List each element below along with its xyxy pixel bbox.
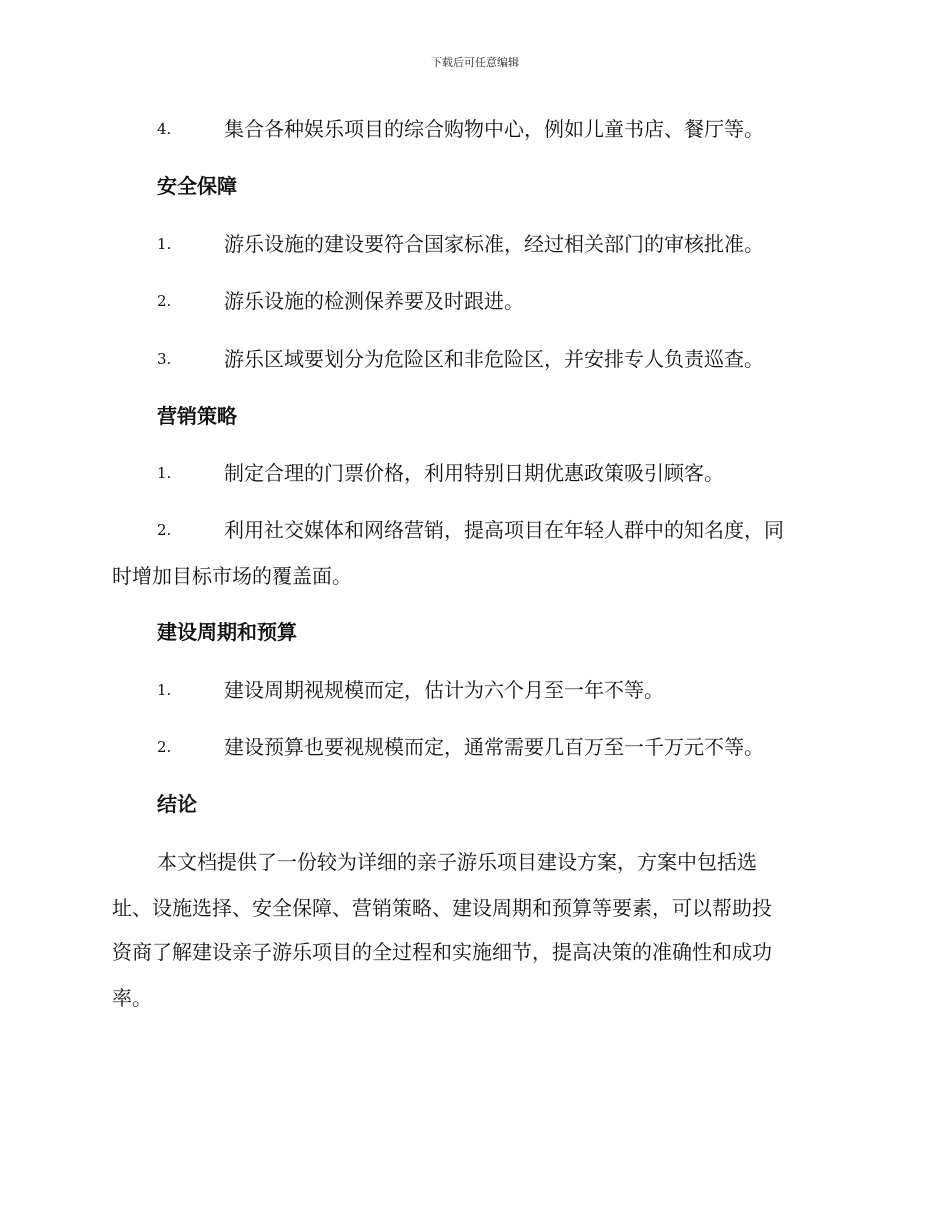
list-item-number: 4. xyxy=(157,120,172,138)
list-item-text: 游乐区域要划分为危险区和非危险区，并安排专人负责巡查。 xyxy=(224,347,764,371)
list-item-number: 1. xyxy=(157,681,172,699)
list-item-number: 3. xyxy=(157,350,172,368)
conclusion-paragraph-line: 址、设施选择、安全保障、营销策略、建设周期和预算等要素，可以帮助投 xyxy=(112,896,772,920)
list-item-text: 集合各种娱乐项目的综合购物中心，例如儿童书店、餐厅等。 xyxy=(224,117,764,141)
list-item-continuation: 时增加目标市场的覆盖面。 xyxy=(112,564,352,588)
page-header-note: 下载后可任意编辑 xyxy=(431,56,519,69)
list-item-text: 游乐设施的建设要符合国家标准，经过相关部门的审核批准。 xyxy=(224,232,764,256)
section-heading-schedule-budget: 建设周期和预算 xyxy=(157,620,297,644)
list-item-text: 建设周期视规模而定，估计为六个月至一年不等。 xyxy=(224,678,664,702)
list-item-number: 1. xyxy=(157,235,172,253)
list-item-text: 制定合理的门票价格，利用特别日期优惠政策吸引顾客。 xyxy=(224,461,724,485)
list-item-text: 建设预算也要视规模而定，通常需要几百万至一千万元不等。 xyxy=(224,735,764,759)
section-heading-safety: 安全保障 xyxy=(157,174,237,198)
list-item-text: 游乐设施的检测保养要及时跟进。 xyxy=(224,289,524,313)
section-heading-conclusion: 结论 xyxy=(157,792,197,816)
list-item-number: 2. xyxy=(157,738,172,756)
conclusion-paragraph-line: 资商了解建设亲子游乐项目的全过程和实施细节，提高决策的准确性和成功 xyxy=(112,940,772,964)
list-item-number: 2. xyxy=(157,521,172,539)
list-item-text: 利用社交媒体和网络营销，提高项目在年轻人群中的知名度，同 xyxy=(224,518,784,542)
list-item-number: 2. xyxy=(157,292,172,310)
list-item-number: 1. xyxy=(157,464,172,482)
section-heading-marketing: 营销策略 xyxy=(157,404,237,428)
conclusion-paragraph-line: 率。 xyxy=(112,986,152,1010)
conclusion-paragraph-line: 本文档提供了一份较为详细的亲子游乐项目建设方案，方案中包括选 xyxy=(157,850,757,874)
